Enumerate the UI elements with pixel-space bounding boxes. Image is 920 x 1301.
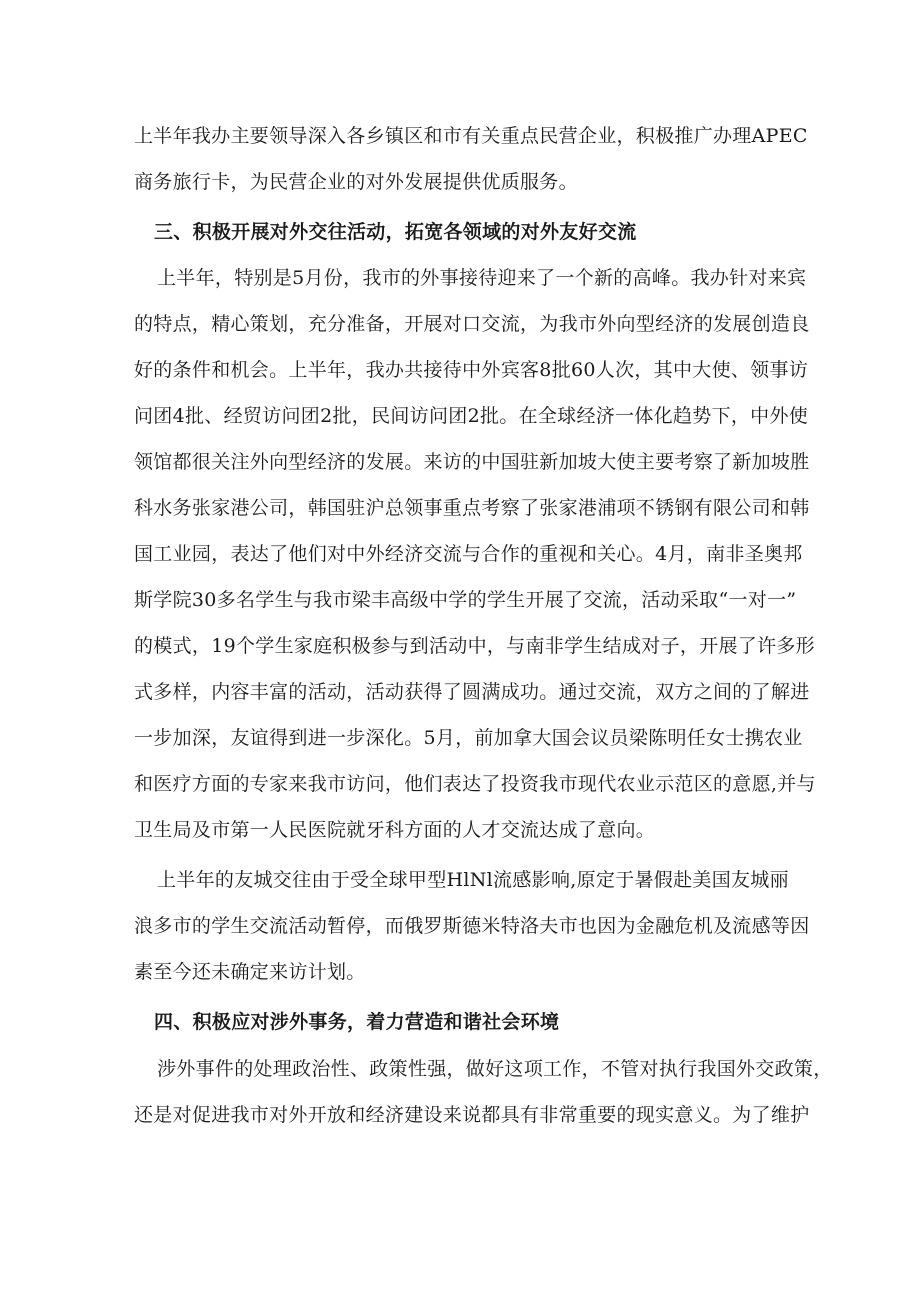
- paragraph-2-line-8: 斯学院30多名学生与我市梁丰高级中学的学生开展了交流，活动采取“一对一”: [134, 589, 797, 611]
- paragraph-2-line-11: 一步加深，友谊得到进一步深化。5月，前加拿大国会议员梁陈明任女士携农业: [134, 727, 803, 749]
- paragraph-2-line-3: 好的条件和机会。上半年，我办共接待中外宾客8批60人次，其中大使、领事访: [134, 359, 809, 381]
- paragraph-2-line-10: 式多样，内容丰富的活动，活动获得了圆满成功。通过交流，双方之间的了解进: [134, 681, 810, 703]
- paragraph-1-line-2: 商务旅行卡，为民营企业的对外发展提供优质服务。: [134, 171, 578, 193]
- paragraph-3-line-1: 上半年的友城交往由于受全球甲型HlNl流感影响,原定于暑假赴美国友城丽: [157, 869, 789, 891]
- section-heading-3: 三、积极开展对外交往活动，拓宽各领域的对外友好交流: [154, 221, 637, 243]
- paragraph-2-line-5: 领馆都很关注外向型经济的发展。来访的中国驻新加坡大使主要考察了新加坡胜: [134, 451, 810, 473]
- paragraph-2-line-2: 的特点，精心策划，充分准备，开展对口交流，为我市外向型经济的发展创造良: [134, 313, 810, 335]
- paragraph-4-line-1: 涉外事件的处理政治性、政策性强，做好这项工作，不管对执行我国外交政策，: [157, 1058, 833, 1080]
- paragraph-1-line-1: 上半年我办主要领导深入各乡镇区和市有关重点民营企业，积极推广办理APEC: [134, 125, 808, 147]
- paragraph-4-line-2: 还是对促进我市对外开放和经济建设来说都具有非常重要的现实意义。为了维护: [134, 1104, 810, 1126]
- paragraph-2-line-13: 卫生局及市第一人民医院就牙科方面的人才交流达成了意向。: [134, 819, 656, 841]
- paragraph-2-line-6: 科水务张家港公司，韩国驻沪总领事重点考察了张家港浦项不锈钢有限公司和韩: [134, 497, 810, 519]
- paragraph-2-line-4: 问团4批、经贸访问团2批，民间访问团2批。在全球经济一体化趋势下，中外使: [134, 405, 809, 427]
- paragraph-2-line-9: 的模式，19个学生家庭积极参与到活动中，与南非学生结成对子，开展了许多形: [134, 635, 815, 657]
- paragraph-2-line-12: 和医疗方面的专家来我市访问，他们表达了投资我市现代农业示范区的意愿,并与: [134, 773, 816, 795]
- paragraph-3-line-2: 浪多市的学生交流活动暂停，而俄罗斯德米特洛夫市也因为金融危机及流感等因: [134, 915, 810, 937]
- paragraph-2-line-7: 国工业园，表达了他们对中外经济交流与合作的重视和关心。4月，南非圣奥邦: [134, 543, 803, 565]
- section-heading-4: 四、积极应对涉外事务，着力营造和谐社会环境: [154, 1011, 560, 1033]
- paragraph-2-line-1: 上半年，特别是5月份，我市的外事接待迎来了一个新的高峰。我办针对来宾: [157, 267, 807, 289]
- paragraph-3-line-3: 素至今还未确定来访计划。: [134, 961, 366, 983]
